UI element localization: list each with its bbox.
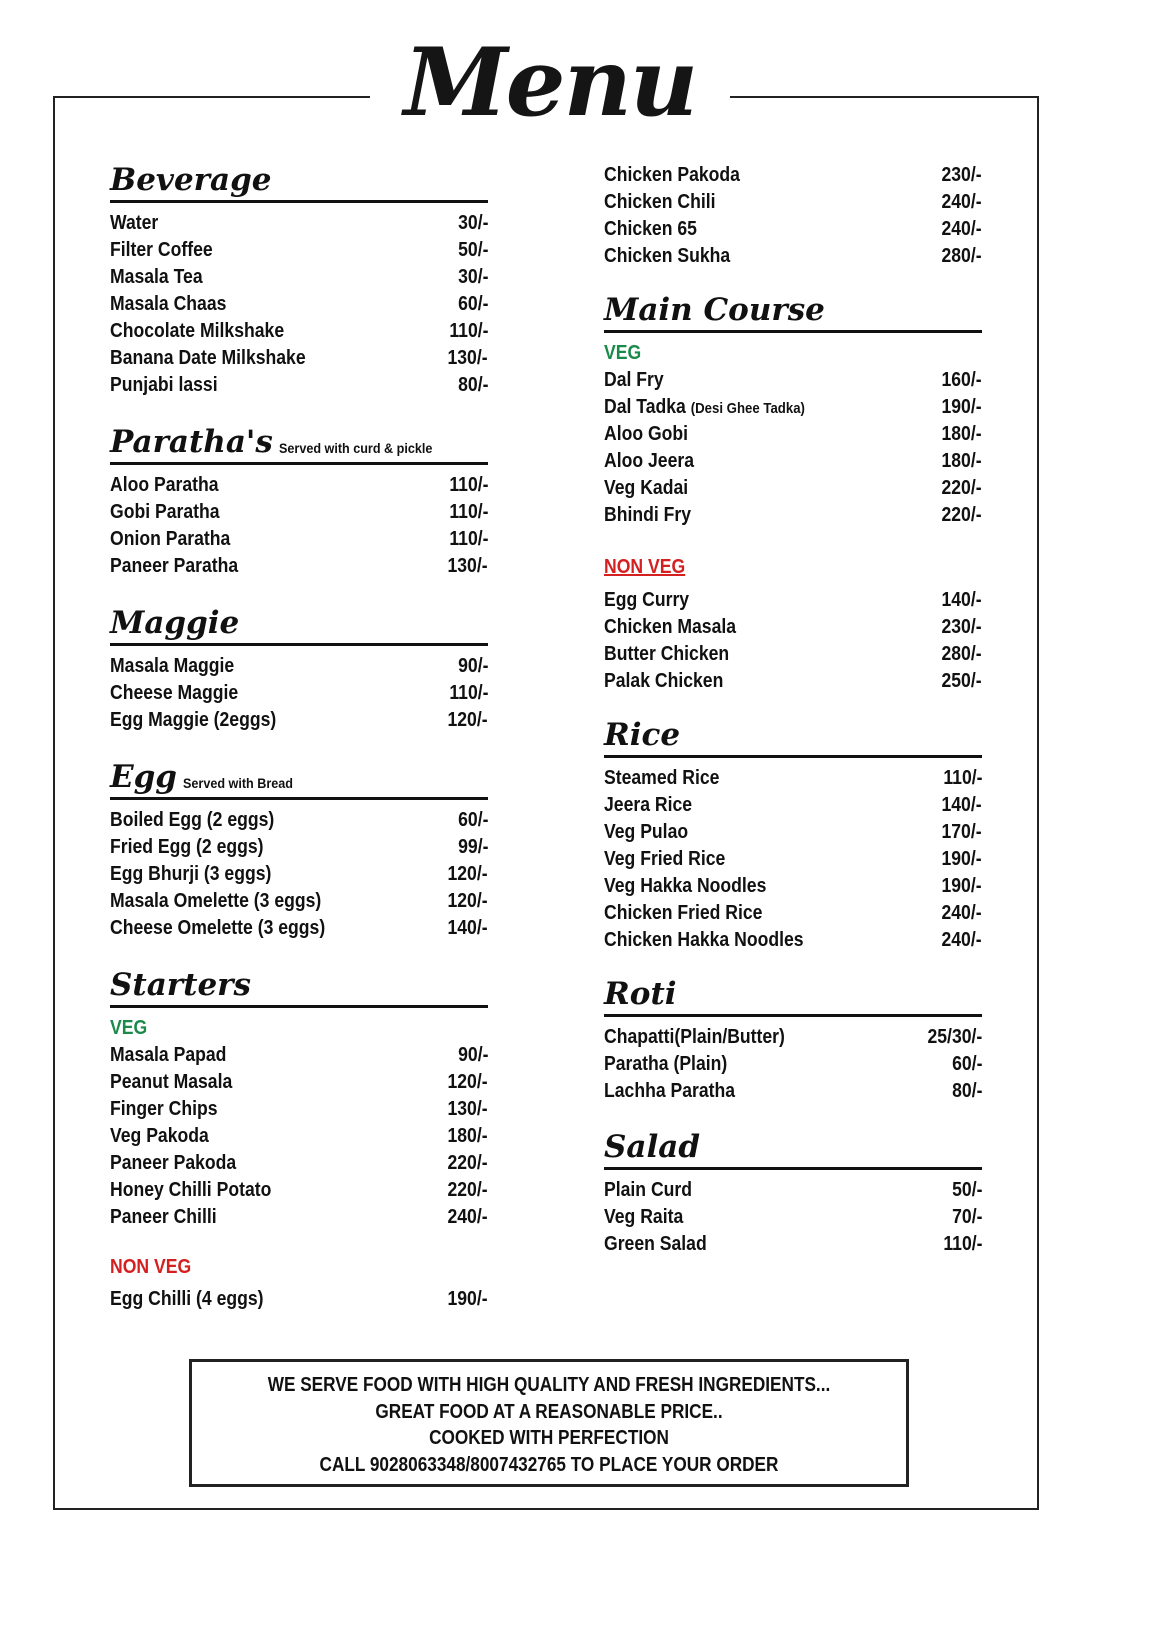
item-price: 90/- — [457, 655, 488, 677]
menu-item-row — [604, 765, 982, 792]
section-parathas — [110, 422, 488, 580]
menu-item-row — [110, 1286, 488, 1313]
menu-item-row — [110, 834, 488, 861]
item-name — [604, 421, 688, 448]
item-name-text: Water — [110, 212, 159, 234]
item-name — [110, 526, 230, 553]
item-name — [110, 1204, 217, 1231]
item-name-text: Egg Curry — [604, 589, 690, 611]
menu-item-row — [604, 1078, 982, 1105]
item-price: 190/- — [447, 1288, 488, 1310]
item-name — [110, 1177, 271, 1204]
item-price: 80/- — [951, 1080, 982, 1102]
item-name-text: Veg Pulao — [604, 821, 689, 843]
item-name-text: Green Salad — [604, 1233, 707, 1255]
item-name — [604, 475, 688, 502]
item-price: 130/- — [447, 555, 488, 577]
item-price: 280/- — [941, 643, 982, 665]
item-price: 120/- — [447, 1071, 488, 1093]
item-price: 30/- — [457, 266, 488, 288]
item-name-text: Paratha (Plain) — [604, 1053, 728, 1075]
menu-item-row — [110, 372, 488, 399]
item-price: 220/- — [941, 504, 982, 526]
item-name — [604, 162, 740, 189]
item-name — [110, 707, 276, 734]
item-name-text: Egg Chilli (4 eggs) — [110, 1288, 264, 1310]
item-name-text: Cheese Maggie — [110, 682, 239, 704]
item-price: 170/- — [941, 821, 982, 843]
item-price: 110/- — [448, 682, 488, 704]
section-note: Served with curd & pickle — [278, 440, 433, 456]
item-name — [110, 1150, 236, 1177]
item-price: 50/- — [951, 1179, 982, 1201]
item-price: 180/- — [941, 423, 982, 445]
menu-item-row — [110, 1204, 488, 1231]
menu-item-row — [604, 641, 982, 668]
menu-item-row — [110, 1069, 488, 1096]
footer-line-perfection: COOKED WITH PERFECTION — [429, 1427, 669, 1449]
item-price: 110/- — [448, 474, 488, 496]
section-title: Roti — [604, 976, 677, 1012]
menu-item-row — [604, 1204, 982, 1231]
item-name — [110, 1286, 264, 1313]
item-name-text: Banana Date Milkshake — [110, 347, 306, 369]
item-price: 240/- — [941, 218, 982, 240]
section-main-course — [604, 290, 982, 695]
item-price: 240/- — [941, 191, 982, 213]
item-price: 120/- — [447, 709, 488, 731]
section-title: Paratha's — [110, 424, 273, 460]
item-name-text: Cheese Omelette (3 eggs) — [110, 917, 326, 939]
item-name — [604, 394, 805, 422]
item-name — [604, 846, 725, 873]
item-name-text: Butter Chicken — [604, 643, 730, 665]
item-price: 140/- — [447, 917, 488, 939]
item-name — [604, 1024, 785, 1051]
item-price: 240/- — [447, 1206, 488, 1228]
item-name-text: Chicken 65 — [604, 218, 697, 240]
item-name-text: Lachha Paratha — [604, 1080, 736, 1102]
item-price: 130/- — [447, 347, 488, 369]
veg-label: VEG — [110, 1017, 148, 1039]
item-price: 240/- — [941, 902, 982, 924]
item-name-text: Steamed Rice — [604, 767, 720, 789]
item-name — [604, 927, 804, 954]
item-price: 110/- — [448, 501, 488, 523]
item-name-text: Dal Fry — [604, 369, 664, 391]
menu-item-row — [110, 237, 488, 264]
item-name-text: Jeera Rice — [604, 794, 693, 816]
item-name-text: Egg Maggie (2eggs) — [110, 709, 277, 731]
item-name — [604, 216, 697, 243]
section-title: Main Course — [604, 292, 825, 328]
footer-line-call: CALL 9028063348/8007432765 TO PLACE YOUR ORDER — [319, 1453, 779, 1476]
section-title: Egg — [110, 759, 177, 795]
item-name — [110, 291, 226, 318]
item-name-text: Masala Maggie — [110, 655, 235, 677]
menu-item-row — [604, 394, 982, 421]
item-name-text: Gobi Paratha — [110, 501, 220, 523]
item-price: 180/- — [447, 1125, 488, 1147]
menu-item-row — [110, 210, 488, 237]
nonveg-label: NON VEG — [604, 556, 686, 578]
item-name-text: Masala Tea — [110, 266, 203, 288]
menu-item-row — [110, 345, 488, 372]
item-name-text: Chicken Sukha — [604, 245, 731, 267]
section-starters — [110, 965, 488, 1313]
item-price: 60/- — [951, 1053, 982, 1075]
item-name — [604, 873, 766, 900]
item-price: 120/- — [447, 890, 488, 912]
item-name — [604, 819, 688, 846]
item-price: 80/- — [457, 374, 488, 396]
item-name-text: Boiled Egg (2 eggs) — [110, 809, 275, 831]
item-name — [604, 1051, 727, 1078]
section-egg — [110, 757, 488, 942]
item-price: 110/- — [448, 320, 488, 342]
item-name-text: Egg Bhurji (3 eggs) — [110, 863, 272, 885]
footer-line-quality: WE SERVE FOOD WITH HIGH QUALITY AND FRESH INGREDIENTS... — [267, 1374, 831, 1396]
item-price: 60/- — [457, 293, 488, 315]
item-price: 70/- — [951, 1206, 982, 1228]
menu-item-row — [604, 421, 982, 448]
item-price: 280/- — [941, 245, 982, 267]
menu-item-row — [604, 792, 982, 819]
menu-item-row — [604, 502, 982, 529]
item-name — [604, 614, 736, 641]
item-name-text: Veg Fried Rice — [604, 848, 726, 870]
menu-item-row — [110, 553, 488, 580]
item-name — [110, 264, 203, 291]
item-name — [604, 1177, 692, 1204]
item-price: 60/- — [457, 809, 488, 831]
left-column — [110, 160, 488, 1313]
menu-item-row — [604, 587, 982, 614]
menu-item-row — [110, 472, 488, 499]
item-price: 120/- — [447, 863, 488, 885]
item-price: 230/- — [941, 616, 982, 638]
item-price: 110/- — [942, 1233, 982, 1255]
item-name — [604, 1078, 735, 1105]
menu-item-row — [110, 264, 488, 291]
item-name-text: Paneer Paratha — [110, 555, 239, 577]
section-beverage — [110, 160, 488, 399]
section-title: Beverage — [110, 162, 272, 198]
item-name-text: Veg Hakka Noodles — [604, 875, 767, 897]
footer-box — [189, 1359, 909, 1487]
item-price: 110/- — [942, 767, 982, 789]
item-name-text: Palak Chicken — [604, 670, 724, 692]
section-starters-continued — [604, 162, 982, 270]
item-name-text: Chicken Hakka Noodles — [604, 929, 804, 951]
menu-item-row — [604, 1024, 982, 1051]
menu-item-row — [604, 1231, 982, 1258]
item-price: 140/- — [941, 589, 982, 611]
item-name — [604, 587, 689, 614]
item-price: 190/- — [941, 875, 982, 897]
item-name — [110, 345, 306, 372]
item-name — [110, 915, 325, 942]
menu-item-row — [110, 680, 488, 707]
menu-item-row — [604, 1177, 982, 1204]
menu-item-row — [604, 243, 982, 270]
menu-item-row — [604, 189, 982, 216]
menu-item-row — [110, 1150, 488, 1177]
item-name-text: Chicken Masala — [604, 616, 737, 638]
item-name — [604, 502, 691, 529]
menu-item-row — [604, 846, 982, 873]
item-name-text: Chapatti(Plain/Butter) — [604, 1026, 785, 1048]
item-name-text: Dal Tadka — [604, 396, 686, 418]
item-subtitle: (Desi Ghee Tadka) — [690, 400, 805, 417]
item-name-text: Filter Coffee — [110, 239, 213, 261]
item-name-text: Paneer Pakoda — [110, 1152, 237, 1174]
menu-item-row — [110, 707, 488, 734]
item-price: 110/- — [448, 528, 488, 550]
menu-item-row — [604, 819, 982, 846]
menu-item-row — [110, 807, 488, 834]
menu-item-row — [604, 927, 982, 954]
menu-item-row — [604, 614, 982, 641]
item-price: 220/- — [447, 1152, 488, 1174]
item-name-text: Onion Paratha — [110, 528, 231, 550]
section-note: Served with Bread — [182, 775, 293, 791]
menu-item-row — [604, 475, 982, 502]
item-name — [110, 553, 238, 580]
item-name-text: Masala Omelette (3 eggs) — [110, 890, 322, 912]
item-name — [110, 834, 264, 861]
item-name-text: Aloo Gobi — [604, 423, 689, 445]
item-price: 140/- — [941, 794, 982, 816]
item-name — [110, 1123, 209, 1150]
item-name — [604, 900, 762, 927]
item-name-text: Punjabi lassi — [110, 374, 218, 396]
item-name — [110, 372, 218, 399]
item-name — [110, 1096, 218, 1123]
item-price: 240/- — [941, 929, 982, 951]
item-name — [110, 499, 220, 526]
item-name-text: Fried Egg (2 eggs) — [110, 836, 264, 858]
item-name — [604, 448, 694, 475]
menu-item-row — [604, 900, 982, 927]
item-name-text: Chicken Chili — [604, 191, 716, 213]
footer-line-price: GREAT FOOD AT A REASONABLE PRICE.. — [375, 1400, 723, 1423]
item-price: 160/- — [941, 369, 982, 391]
item-name — [604, 1231, 707, 1258]
item-name-text: Peanut Masala — [110, 1071, 233, 1093]
menu-item-row — [604, 162, 982, 189]
item-price: 30/- — [457, 212, 488, 234]
item-price: 190/- — [941, 396, 982, 418]
item-name-text: Chicken Pakoda — [604, 164, 740, 186]
section-maggie — [110, 603, 488, 734]
item-price: 250/- — [941, 670, 982, 692]
item-price: 99/- — [457, 836, 488, 858]
item-name — [110, 807, 274, 834]
item-name-text: Plain Curd — [604, 1179, 693, 1201]
section-title: Starters — [110, 967, 251, 1003]
section-title: Salad — [604, 1129, 701, 1165]
menu-item-row — [110, 1096, 488, 1123]
item-name-text: Paneer Chilli — [110, 1206, 217, 1228]
item-price: 180/- — [941, 450, 982, 472]
menu-item-row — [110, 526, 488, 553]
menu-item-row — [110, 318, 488, 345]
menu-item-row — [604, 367, 982, 394]
menu-item-row — [110, 1123, 488, 1150]
menu-item-row — [110, 1177, 488, 1204]
menu-item-row — [110, 861, 488, 888]
menu-item-row — [604, 448, 982, 475]
item-name — [604, 189, 715, 216]
menu-item-row — [604, 216, 982, 243]
item-name — [110, 210, 158, 237]
item-price: 220/- — [941, 477, 982, 499]
veg-label: VEG — [604, 342, 642, 364]
menu-title: Menu — [403, 28, 697, 138]
menu-item-row — [110, 915, 488, 942]
item-name — [604, 367, 664, 394]
section-title: Rice — [604, 717, 681, 753]
item-name — [604, 641, 729, 668]
item-name-text: Veg Raita — [604, 1206, 684, 1228]
section-rice — [604, 715, 982, 954]
menu-item-row — [110, 291, 488, 318]
item-name — [604, 243, 730, 270]
menu-item-row — [110, 499, 488, 526]
item-price: 50/- — [457, 239, 488, 261]
menu-item-row — [110, 1042, 488, 1069]
item-name — [110, 237, 213, 264]
section-salad — [604, 1127, 982, 1258]
item-name-text: Veg Pakoda — [110, 1125, 209, 1147]
item-price: 190/- — [941, 848, 982, 870]
section-title: Maggie — [110, 605, 240, 641]
item-name — [110, 472, 219, 499]
item-name-text: Masala Chaas — [110, 293, 227, 315]
item-name-text: Bhindi Fry — [604, 504, 692, 526]
item-name-text: Aloo Jeera — [604, 450, 694, 472]
section-roti — [604, 974, 982, 1105]
item-name — [110, 653, 234, 680]
item-price: 130/- — [447, 1098, 488, 1120]
item-price: 230/- — [941, 164, 982, 186]
item-price: 220/- — [447, 1179, 488, 1201]
item-name — [110, 1042, 226, 1069]
item-price: 25/30/- — [927, 1026, 982, 1048]
item-name-text: Chicken Fried Rice — [604, 902, 763, 924]
item-name-text: Finger Chips — [110, 1098, 218, 1120]
item-name-text: Honey Chilli Potato — [110, 1179, 272, 1201]
item-name-text: Masala Papad — [110, 1044, 227, 1066]
item-name-text: Chocolate Milkshake — [110, 320, 285, 342]
item-name-text: Aloo Paratha — [110, 474, 219, 496]
item-name — [604, 792, 692, 819]
item-name — [110, 1069, 232, 1096]
item-name — [604, 668, 723, 695]
menu-item-row — [604, 873, 982, 900]
menu-item-row — [604, 1051, 982, 1078]
item-name — [110, 861, 271, 888]
item-name — [110, 680, 238, 707]
menu-item-row — [604, 668, 982, 695]
item-price: 90/- — [457, 1044, 488, 1066]
menu-item-row — [110, 653, 488, 680]
menu-item-row — [110, 888, 488, 915]
item-name — [110, 318, 284, 345]
right-column — [604, 162, 982, 1258]
item-name-text: Veg Kadai — [604, 477, 689, 499]
item-name — [604, 1204, 683, 1231]
menu-title-wrap — [370, 28, 730, 138]
item-name — [110, 888, 321, 915]
item-name — [604, 765, 719, 792]
nonveg-label: NON VEG — [110, 1256, 192, 1278]
